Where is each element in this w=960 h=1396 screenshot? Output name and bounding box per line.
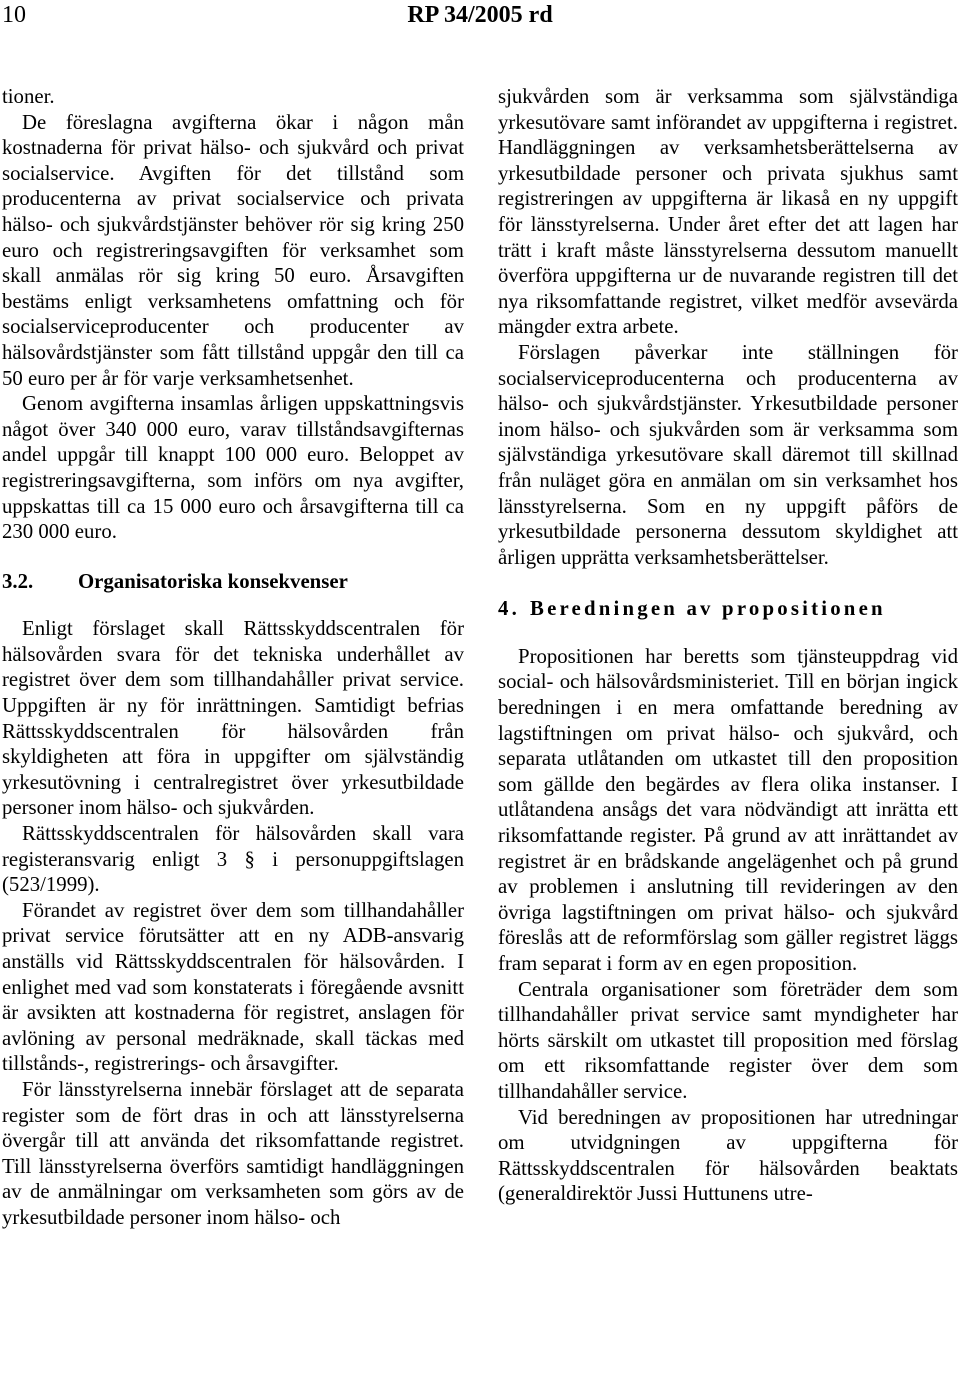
left-column <box>2 84 464 1231</box>
paragraph: Enligt förslaget skall Rättsskyddscentralen för hälsovården svara för det tekniska underhållet av registret över dem som tillhandahåller privat service. Uppgiften är ny för inrättningen. Samtidigt befrias Rättsskyddscentralen för hälsovården från skyldigheten att föra in uppgifter om självständig yrkesutövning i centralregistret över yrkesutbildade personer inom hälso- och sjukvården. <box>2 617 464 820</box>
paragraph: De föreslagna avgifterna ökar i någon mån kostnaderna för privat hälso- och sjukvård och privat socialservice. Avgiften för det tillstånd som producenterna av privat socialservice och privata hälso- och sjukvårdstjänster behöver rör sig kring 250 euro och registreringsavgiften för verksamhet som skall anmälas rör sig kring 50 euro. Årsavgiften bestäms enligt verksamhetens omfattning och för socialserviceproducenter och producenter av hälsovårdstjänster som fått tillstånd uppgår den till ca 50 euro per år för varje verksamhetsenhet. <box>2 110 464 390</box>
paragraph: tioner. <box>2 85 55 108</box>
section-title: Organisatoriska konsekvenser <box>78 569 348 593</box>
paragraph: Rättsskyddscentralen för hälsovården skall vara registeransvarig enligt 3 § i personuppgiftslagen (523/1999). <box>2 822 464 897</box>
paragraph: Vid beredningen av propositionen har utredningar om utvidgningen av uppgifterna för Rättsskyddscentralen för hälsovården beaktats (generaldirektör Jussi Huttunens utre- <box>498 1105 958 1206</box>
paragraph: Förslagen påverkar inte ställningen för socialserviceproducenterna och producenterna av hälso- och sjukvårdstjänster. Yrkesutbildade personer inom hälso- och sjukvården som är verksamma som självständiga yrkesutövare skall däremot till skillnad från nuläget göra en anmälan om sin verksamhet hos länsstyrelserna. Som en ny uppgift påförs de yrkesutbildade personerna dessutom skyldighet att årligen upprätta verksamhetsberättelser. <box>498 340 958 569</box>
page-number: 10 <box>2 2 26 28</box>
right-column <box>498 84 958 1207</box>
section-heading-4 <box>498 596 958 622</box>
paragraph: För länsstyrelserna innebär förslaget att de separata register som de fört dras in och att länsstyrelserna övergår till att använda det riksomfattande registret. Till länsstyrelserna överförs samtidigt handläggningen av de anmälningar om verksamheten som görs av de yrkesutbildade personer inom hälso- och <box>2 1077 464 1229</box>
section-number: 4. <box>498 597 520 621</box>
paragraph: Genom avgifterna insamlas årligen uppskattningsvis något över 340 000 euro, varav tillståndsavgifternas andel uppgår till knappt 100 000 euro. Beloppet av registreringsavgifterna, som införs om nya avgifter, uppskattas till ca 15 000 euro och årsavgifterna till ca 230 000 euro. <box>2 392 464 544</box>
document-id: RP 34/2005 rd <box>407 2 553 28</box>
paragraph: Propositionen har beretts som tjänsteuppdrag vid social- och hälsovårdsministeriet. Till en början ingick beredningen i en mera omfattande beredning av lagstiftningen om privat hälso- och sjukvård, och separata utlåtanden om utkastet till den proposition som gällde den begärdes av flera olika instanser. I utlåtandena ansågs det vara nödvändigt att inrätta ett riksomfattande register. På grund av att inrättandet av registret är en brådskande angelägenhet och på grund av problemen i anslutning till revideringen av den övriga lagstiftningen om privat hälso- och sjukvård föreslås att de reformförslag som gäller registret läggs fram separat i form av en egen proposition. <box>498 644 958 975</box>
section-title: Beredningen av propositionen <box>530 597 886 621</box>
paragraph: sjukvården som är verksamma som självständiga yrkesutövare samt införandet av uppgifterna i registret. Handläggningen av verksamhetsberättelserna av yrkesutbildade personer och privata sjukhus samt registreringen av uppgifterna är likaså en ny uppgift för länsstyrelserna. Under året efter det att lagen har trätt i kraft måste länsstyrelserna dessutom manuellt överföra uppgifterna ur de nuvarande registren till det nya riksomfattande registret, vilket medför avsevärda mängder extra arbete. <box>498 85 958 339</box>
paragraph: Förandet av registret över dem som tillhandahåller privat service förutsätter att en ny ADB-ansvarig anställs vid Rättsskyddscentralen för hälsovården. I enlighet med vad som konstaterats i föregående avsnitt är avsikten att kostnaderna för registret, anslagen för avlöning av personal medräknade, skall täckas med tillstånds-, registrerings- och årsavgifter. <box>2 898 464 1076</box>
section-heading-3-2 <box>2 569 464 595</box>
paragraph: Centrala organisationer som företräder dem som tillhandahåller privat service samt myndigheter har hörts särskilt om utkastet till proposition med förslag om ett riksomfattande register över dem som tillhandahåller service. <box>498 977 958 1103</box>
section-number: 3.2. <box>2 569 34 593</box>
